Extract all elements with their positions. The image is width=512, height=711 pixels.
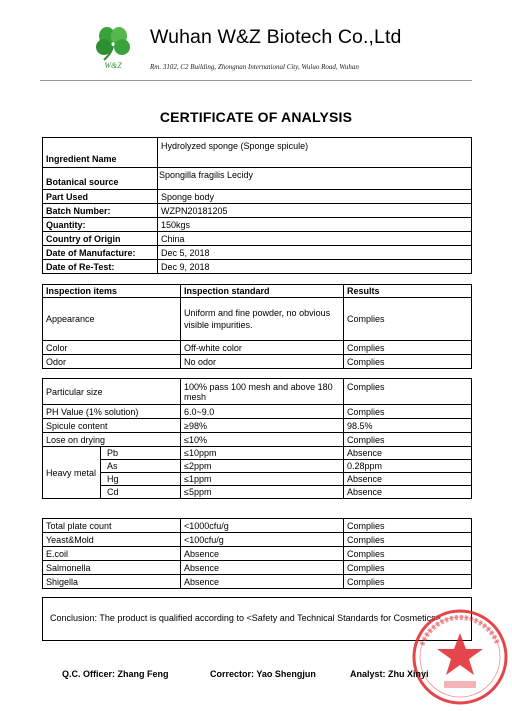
result-appearance: Complies (344, 298, 472, 341)
result-odor: Complies (344, 355, 472, 369)
table-row (43, 519, 472, 533)
result-ph: Complies (344, 405, 472, 419)
item-loss-on-drying: Lose on drying (43, 433, 181, 447)
micro-result: Complies (344, 575, 472, 589)
conclusion-text: Conclusion: The product is qualified according to <Safety and Technical Standards for Cosmetics> (50, 613, 441, 623)
item-spicule: Spicule content (43, 419, 181, 433)
part-label: Part Used (43, 190, 158, 204)
item-appearance: Appearance (43, 298, 181, 341)
standard-ph: 6.0~9.0 (181, 405, 344, 419)
standard-spicule: ≥98% (181, 419, 344, 433)
metal-standard: ≤5ppm (181, 486, 344, 499)
table-header-row (43, 285, 472, 298)
metal-result: 0.28ppm (344, 460, 472, 473)
corrector-signature: Corrector: Yao Shengjun (210, 669, 316, 679)
item-ph: PH Value (1% solution) (43, 405, 181, 419)
item-odor: Odor (43, 355, 181, 369)
quantity-value: 150kgs (158, 218, 472, 232)
table-row (43, 447, 472, 460)
table-row (43, 246, 472, 260)
micro-item: Total plate count (43, 519, 181, 533)
table-row (43, 218, 472, 232)
part-value: Sponge body (158, 190, 472, 204)
table-row (43, 379, 472, 405)
micro-standard: Absence (181, 561, 344, 575)
mfg-date-label: Date of Manufacture: (43, 246, 158, 260)
micro-standard: <1000cfu/g (181, 519, 344, 533)
table-row (43, 419, 472, 433)
retest-date-label: Date of Re-Test: (43, 260, 158, 274)
table-row (43, 561, 472, 575)
column-header: Inspection standard (181, 285, 344, 298)
micro-result: Complies (344, 547, 472, 561)
micro-result: Complies (344, 533, 472, 547)
origin-value: China (158, 232, 472, 246)
metal-name: Hg (101, 473, 181, 486)
botanical-value: Spongilla fragilis Lecidy (158, 168, 472, 190)
result-color: Complies (344, 341, 472, 355)
table-row (43, 486, 472, 499)
metal-result: Absence (344, 473, 472, 486)
metal-standard: ≤2ppm (181, 460, 344, 473)
inspection-table (42, 284, 472, 369)
botanical-label: Botanical source (43, 168, 158, 190)
table-row (43, 575, 472, 589)
metal-result: Absence (344, 486, 472, 499)
standard-particle-size: 100% pass 100 mesh and above 180 mesh (181, 379, 344, 405)
company-address: Rm. 3102, C2 Building, Zhongnan International City, Wuluo Road, Wuhan (150, 63, 359, 71)
origin-label: Country of Origin (43, 232, 158, 246)
microbiology-table (42, 518, 472, 589)
standard-appearance: Uniform and fine powder, no obvious visible impurities. (181, 298, 344, 341)
column-header: Results (344, 285, 472, 298)
result-loss-on-drying: Complies (344, 433, 472, 447)
micro-standard: Absence (181, 575, 344, 589)
micro-item: Yeast&Mold (43, 533, 181, 547)
table-row (43, 533, 472, 547)
table-row (43, 298, 472, 341)
retest-date-value: Dec 9, 2018 (158, 260, 472, 274)
table-row (43, 547, 472, 561)
table-row (43, 204, 472, 218)
item-heavy-metal: Heavy metal (43, 447, 101, 499)
table-row (43, 355, 472, 369)
micro-result: Complies (344, 561, 472, 575)
analyst-signature: Analyst: Zhu Xinyi (350, 669, 429, 679)
item-particle-size: Particular size (43, 379, 181, 405)
table-row (43, 473, 472, 486)
micro-item: Shigella (43, 575, 181, 589)
result-particle-size: Complies (344, 379, 472, 405)
column-header: Inspection items (43, 285, 181, 298)
metal-name: As (101, 460, 181, 473)
metal-name: Cd (101, 486, 181, 499)
table-row (43, 405, 472, 419)
batch-label: Batch Number: (43, 204, 158, 218)
table-row (43, 232, 472, 246)
metal-name: Pb (101, 447, 181, 460)
company-name: Wuhan W&Z Biotech Co.,Ltd (150, 26, 402, 48)
table-row (43, 341, 472, 355)
company-logo (90, 22, 136, 72)
micro-result: Complies (344, 519, 472, 533)
micro-standard: Absence (181, 547, 344, 561)
table-row (43, 168, 472, 190)
logo-text: W&Z (104, 61, 122, 70)
table-row (43, 138, 472, 168)
clover-icon (96, 27, 130, 60)
ingredient-value: Hydrolyzed sponge (Sponge spicule) (158, 138, 472, 168)
batch-value: WZPN20181205 (158, 204, 472, 218)
physical-chemical-table (42, 378, 472, 499)
metal-standard: ≤1ppm (181, 473, 344, 486)
table-row (43, 260, 472, 274)
quantity-label: Quantity: (43, 218, 158, 232)
micro-item: E.coil (43, 547, 181, 561)
product-info-table (42, 137, 472, 274)
official-stamp-icon (408, 605, 512, 709)
metal-standard: ≤10ppm (181, 447, 344, 460)
ingredient-label: Ingredient Name (43, 138, 158, 168)
micro-standard: <100cfu/g (181, 533, 344, 547)
result-spicule: 98.5% (344, 419, 472, 433)
item-color: Color (43, 341, 181, 355)
standard-color: Off-white color (181, 341, 344, 355)
header-divider (40, 80, 472, 81)
mfg-date-value: Dec 5, 2018 (158, 246, 472, 260)
micro-item: Salmonella (43, 561, 181, 575)
table-row (43, 433, 472, 447)
metal-result: Absence (344, 447, 472, 460)
table-row (43, 190, 472, 204)
qc-officer-signature: Q.C. Officer: Zhang Feng (62, 669, 169, 679)
standard-loss-on-drying: ≤10% (181, 433, 344, 447)
table-row (43, 460, 472, 473)
document-title: CERTIFICATE OF ANALYSIS (159, 109, 353, 125)
standard-odor: No odor (181, 355, 344, 369)
